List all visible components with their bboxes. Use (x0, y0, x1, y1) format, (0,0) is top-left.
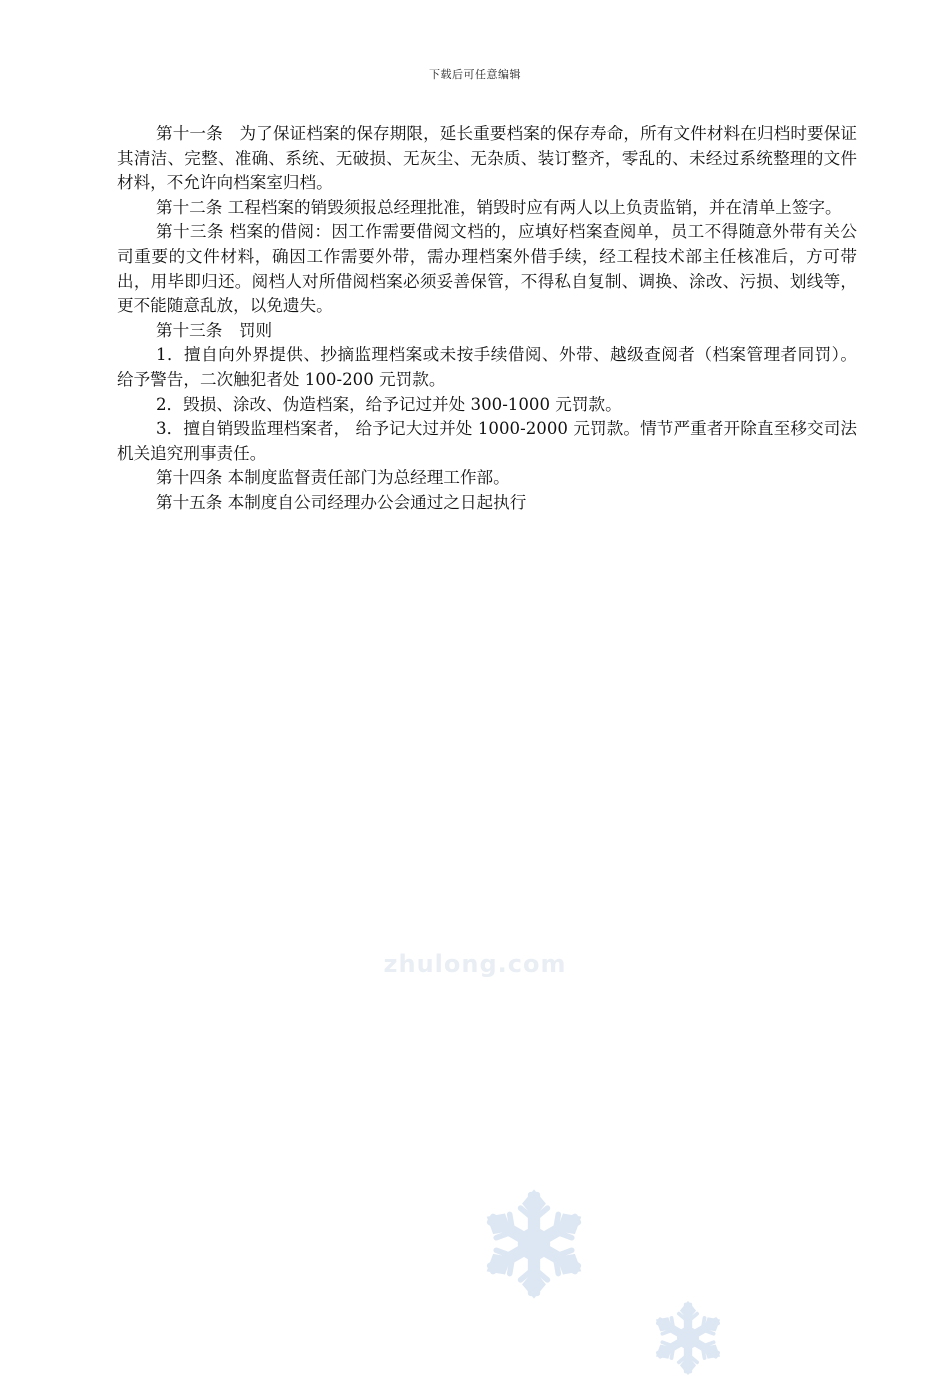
penalty-item-3: 3．擅自销毁监理档案者， 给予记大过并处 1000-2000 元罚款。情节严重者开除直至移交司法机关追究刑事责任。 (117, 419, 857, 463)
article-13-penalties-heading: 第十三条 罚则 (156, 320, 273, 340)
article-14: 第十四条 本制度监督责任部门为总经理工作部。 (156, 468, 510, 488)
penalty-item-1: 1．擅自向外界提供、抄摘监理档案或未按手续借阅、外带、越级查阅者（档案管理者同罚）。 给予警告，二次触犯者处 100-200 元罚款。 (117, 345, 863, 389)
penalty-item-2: 2．毁损、涂改、伪造档案，给予记过并处 300-1000 元罚款。 (156, 394, 622, 414)
article-11: 第十一条 为了保证档案的保存期限，延长重要档案的保存寿命，所有文件材料在归档时要保证其清洁、完整、准确、系统、无破损、无灰尘、无杂质、装订整齐，零乱的、未经过系统整理的文件材料，不允许向档案室归档。 (117, 124, 857, 193)
watermark-text: zhulong.com (383, 950, 567, 978)
article-12: 第十二条 工程档案的销毁须报总经理批准，销毁时应有两人以上负责监销，并在清单上签字。 (156, 197, 842, 217)
article-15: 第十五条 本制度自公司经理办公会通过之日起执行 (156, 492, 527, 512)
snowflake-icon (650, 1300, 726, 1376)
snowflake-icon (478, 1188, 590, 1300)
page-header: 下载后可任意编辑 (429, 68, 521, 81)
article-13-borrowing: 第十三条 档案的借阅：因工作需要借阅文档的，应填好档案查阅单，员工不得随意外带有关公司重要的文件材料，确因工作需要外带，需办理档案外借手续，经工程技术部主任核准后，方可带出，用毕即归还。阅档人对所借阅档案必须妥善保管，不得私自复制、调换、涂改、污损、划线等，更不能随意乱放，以免遗失。 (117, 222, 857, 316)
document-body (117, 122, 863, 516)
